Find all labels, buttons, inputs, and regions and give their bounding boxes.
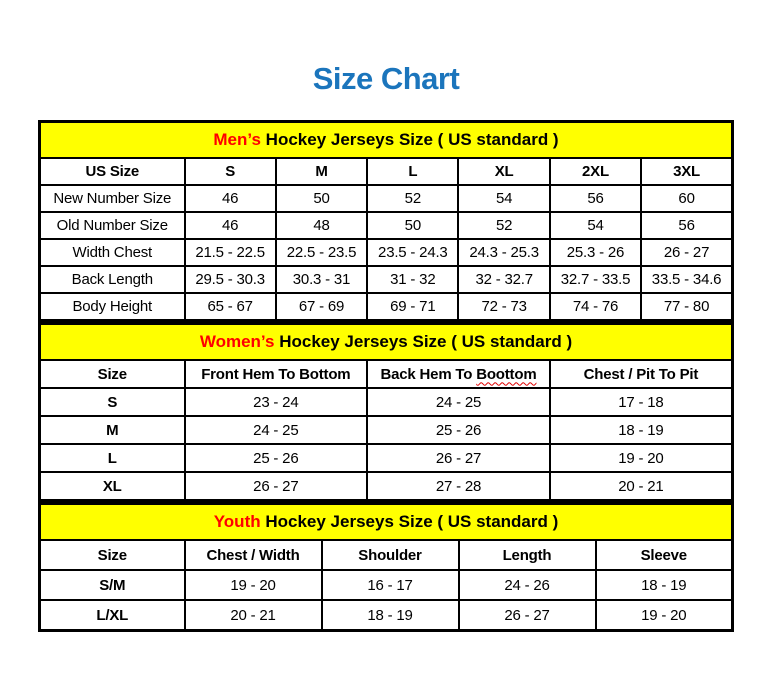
row-label: Old Number Size <box>40 212 185 239</box>
cell: 16 - 17 <box>322 570 459 600</box>
cell: 20 - 21 <box>550 472 733 501</box>
cell: 24.3 - 25.3 <box>458 239 549 266</box>
cell: 30.3 - 31 <box>276 266 367 293</box>
cell: 46 <box>185 212 276 239</box>
cell: 67 - 69 <box>276 293 367 321</box>
womens-size-table <box>38 322 734 502</box>
cell: 26 - 27 <box>459 600 596 631</box>
column-header: Front Hem To Bottom <box>185 360 368 388</box>
cell: 52 <box>367 185 458 212</box>
column-header: 2XL <box>550 158 641 185</box>
womens-header-row <box>40 360 733 388</box>
cell: 25 - 26 <box>367 416 550 444</box>
page-title: Size Chart <box>312 61 460 96</box>
cell: 19 - 20 <box>596 600 733 631</box>
table-row <box>40 212 733 239</box>
cell: 19 - 20 <box>550 444 733 472</box>
column-header: Chest / Pit To Pit <box>550 360 733 388</box>
cell: 25.3 - 26 <box>550 239 641 266</box>
cell: 25 - 26 <box>185 444 368 472</box>
youth-section-band <box>40 504 733 541</box>
cell: 50 <box>276 185 367 212</box>
cell: 24 - 26 <box>459 570 596 600</box>
mens-section-band <box>40 122 733 159</box>
cell: 24 - 25 <box>367 388 550 416</box>
column-header: Chest / Width <box>185 540 322 570</box>
womens-section-title-prefix: Women’s <box>199 332 275 351</box>
cell: 56 <box>550 185 641 212</box>
table-row <box>40 600 733 631</box>
mens-section-title-prefix: Men’s <box>213 130 261 149</box>
youth-section-title-prefix: Youth <box>213 512 261 531</box>
row-label: L/XL <box>40 600 185 631</box>
column-header-text: Back Hem To <box>380 365 473 383</box>
cell: 46 <box>185 185 276 212</box>
cell: 52 <box>458 212 549 239</box>
column-header: Sleeve <box>596 540 733 570</box>
table-row <box>40 388 733 416</box>
mens-section-title <box>40 122 733 159</box>
cell: 17 - 18 <box>550 388 733 416</box>
row-label: L <box>40 444 185 472</box>
cell: 18 - 19 <box>322 600 459 631</box>
cell: 20 - 21 <box>185 600 322 631</box>
cell: 54 <box>550 212 641 239</box>
row-label: Body Height <box>40 293 185 321</box>
womens-section-title <box>40 324 733 361</box>
cell: 26 - 27 <box>185 472 368 501</box>
misspelled-word: Boottom <box>476 365 537 383</box>
cell: 48 <box>276 212 367 239</box>
cell: 19 - 20 <box>185 570 322 600</box>
cell: 77 - 80 <box>641 293 732 321</box>
cell: 65 - 67 <box>185 293 276 321</box>
column-header: Length <box>459 540 596 570</box>
row-label: S/M <box>40 570 185 600</box>
youth-size-table <box>38 502 734 632</box>
cell: 33.5 - 34.6 <box>641 266 732 293</box>
mens-size-table <box>38 120 734 322</box>
cell: 21.5 - 22.5 <box>185 239 276 266</box>
column-header: Size <box>40 360 185 388</box>
mens-section-title-rest: Hockey Jerseys Size ( US standard ) <box>265 130 559 149</box>
womens-section-title-rest: Hockey Jerseys Size ( US standard ) <box>279 332 573 351</box>
cell: 29.5 - 30.3 <box>185 266 276 293</box>
cell: 56 <box>641 212 732 239</box>
row-label: New Number Size <box>40 185 185 212</box>
row-label: M <box>40 416 185 444</box>
womens-section-band <box>40 324 733 361</box>
table-row <box>40 472 733 501</box>
cell: 23 - 24 <box>185 388 368 416</box>
cell: 72 - 73 <box>458 293 549 321</box>
cell: 32.7 - 33.5 <box>550 266 641 293</box>
column-header <box>367 360 550 388</box>
cell: 74 - 76 <box>550 293 641 321</box>
cell: 18 - 19 <box>550 416 733 444</box>
cell: 54 <box>458 185 549 212</box>
table-row <box>40 444 733 472</box>
cell: 24 - 25 <box>185 416 368 444</box>
column-header: Shoulder <box>322 540 459 570</box>
column-header: XL <box>458 158 549 185</box>
table-row <box>40 185 733 212</box>
cell: 50 <box>367 212 458 239</box>
table-row <box>40 266 733 293</box>
table-row <box>40 239 733 266</box>
cell: 69 - 71 <box>367 293 458 321</box>
cell: 60 <box>641 185 732 212</box>
cell: 31 - 32 <box>367 266 458 293</box>
youth-section-title-rest: Hockey Jerseys Size ( US standard ) <box>265 512 559 531</box>
column-header: US Size <box>40 158 185 185</box>
cell: 26 - 27 <box>367 444 550 472</box>
column-header: M <box>276 158 367 185</box>
column-header: L <box>367 158 458 185</box>
mens-header-row <box>40 158 733 185</box>
cell: 26 - 27 <box>641 239 732 266</box>
cell: 32 - 32.7 <box>458 266 549 293</box>
row-label: Back Length <box>40 266 185 293</box>
row-label: XL <box>40 472 185 501</box>
size-tables-container <box>38 120 734 632</box>
youth-section-title <box>40 504 733 541</box>
row-label: Width Chest <box>40 239 185 266</box>
table-row <box>40 293 733 321</box>
column-header: 3XL <box>641 158 732 185</box>
column-header: S <box>185 158 276 185</box>
row-label: S <box>40 388 185 416</box>
youth-header-row <box>40 540 733 570</box>
cell: 27 - 28 <box>367 472 550 501</box>
cell: 23.5 - 24.3 <box>367 239 458 266</box>
table-row <box>40 416 733 444</box>
table-row <box>40 570 733 600</box>
cell: 18 - 19 <box>596 570 733 600</box>
column-header: Size <box>40 540 185 570</box>
cell: 22.5 - 23.5 <box>276 239 367 266</box>
